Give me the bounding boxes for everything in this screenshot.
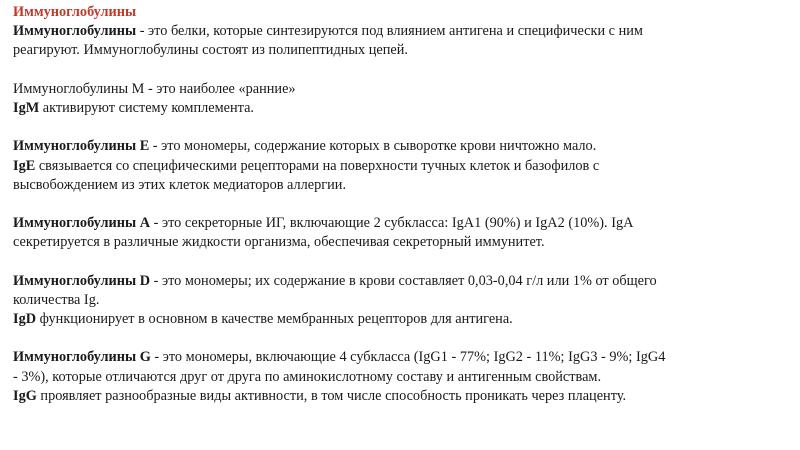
igg-text-2: проявляет разнообразные виды активности, в том числе способность проникать через плаценту. — [36, 387, 627, 404]
intro-term: Иммуноглобулины — [13, 23, 137, 40]
intro-line-2: реагируют. Иммуноглобулины состоят из полипептидных цепей. — [13, 42, 408, 59]
igd-line-2: количества Ig. — [13, 291, 100, 308]
iga-line-2: секретируется в различные жидкости организма, обеспечивая секреторный иммунитет. — [13, 234, 545, 251]
ige-term: IgE — [13, 157, 36, 174]
igd-text-2: функционирует в основном в качестве мембранных рецепторов для антигена. — [36, 311, 513, 327]
igg-heading: Иммуноглобулины G — [13, 349, 151, 366]
ige-line-1 — [13, 137, 783, 156]
igm-line-1: Иммуноглобулины М - это наиболее «ранние» — [13, 80, 296, 97]
iga-heading: Иммуноглобулины А — [13, 215, 151, 232]
igd-line-3 — [13, 310, 783, 329]
spacer — [13, 252, 783, 271]
igd-heading: Иммуноглобулины D — [13, 272, 151, 289]
iga-line-1 — [13, 214, 783, 233]
ige-text: - это мономеры, содержание которых в сыворотке крови ничтожно мало. — [149, 138, 597, 155]
ige-heading: Иммуноглобулины Е — [13, 138, 150, 155]
igg-line-2: - 3%), которые отличаются друг от друга по аминокислотному составу и антигенным свойствам. — [13, 368, 602, 385]
slide-title: Иммуноглобулины — [13, 4, 137, 20]
spacer — [13, 195, 783, 214]
igm-line-2 — [13, 99, 783, 118]
igg-line-1 — [13, 348, 783, 367]
slide-text-body — [13, 3, 783, 406]
intro-line-1 — [13, 22, 783, 41]
ige-text-2: связывается со специфическими рецепторами на поверхности тучных клеток и базофилов с — [35, 157, 600, 174]
iga-text: - это секреторные ИГ, включающие 2 субкласса: IgA1 (90%) и IgA2 (10%). IgA — [150, 215, 634, 232]
igd-term: IgD — [13, 311, 37, 327]
ige-line-3: высвобождением из этих клеток медиаторов аллергии. — [13, 176, 347, 193]
spacer — [13, 329, 783, 348]
intro-text: - это белки, которые синтезируются под влиянием антигена и специфически с ним — [136, 23, 643, 40]
spacer — [13, 118, 783, 137]
igd-line-1 — [13, 272, 783, 291]
igg-line-3 — [13, 387, 783, 406]
igm-term: IgM — [13, 99, 40, 116]
igg-term: IgG — [13, 387, 37, 404]
igd-text: - это мономеры; их содержание в крови составляет 0,03-0,04 г/л или 1% от общего — [150, 272, 657, 289]
spacer — [13, 61, 783, 80]
igg-text: - это мономеры, включающие 4 субкласса (IgG1 - 77%; IgG2 - 11%; IgG3 - 9%; IgG4 — [150, 349, 666, 366]
igm-text: активируют систему комплемента. — [39, 99, 254, 116]
ige-line-2 — [13, 157, 783, 176]
